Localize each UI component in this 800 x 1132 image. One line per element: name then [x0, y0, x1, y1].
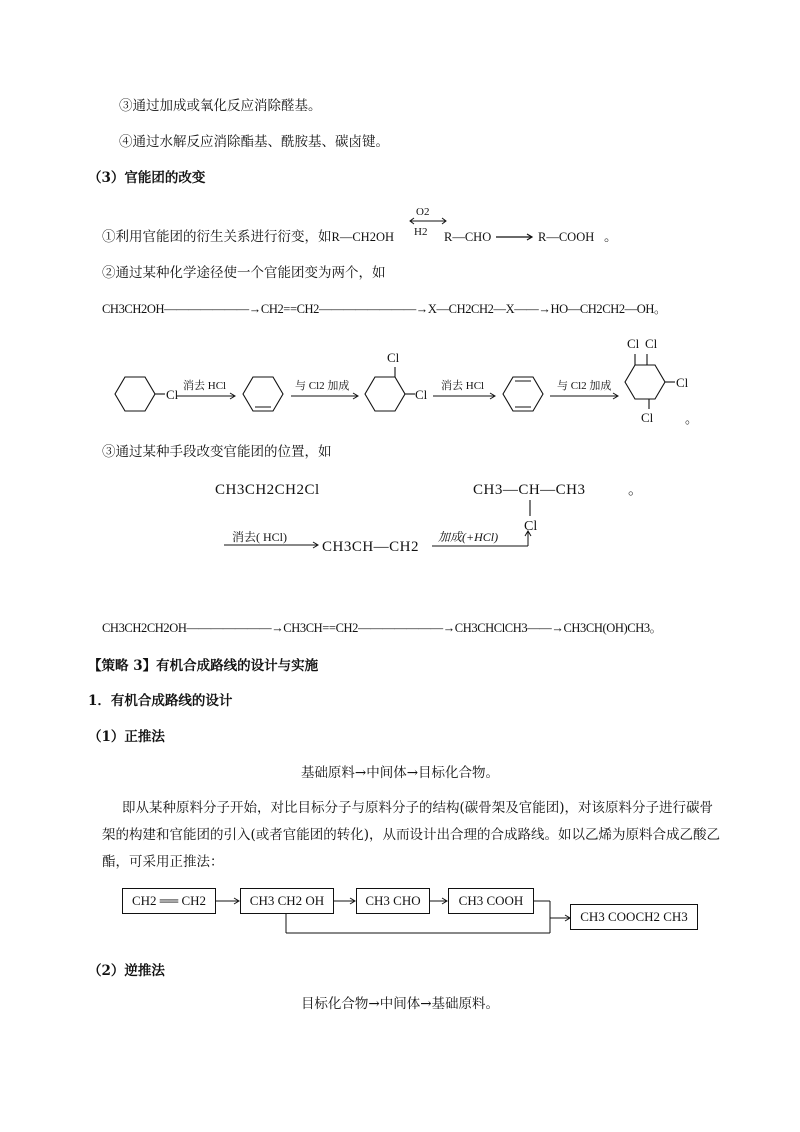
step-arrow-2	[291, 378, 358, 399]
strategy-title: 【策略 3】有机合成路线的设计与实施	[88, 658, 319, 674]
label-h2: H2	[414, 226, 428, 238]
backward-flow: 目标化合物→中间体→基础原料。	[300, 996, 500, 1012]
formula-rch2oh: R—CH2OH	[331, 230, 395, 244]
box-ethylene: CH2 ══ CH2	[122, 888, 216, 914]
tetrachlorocyclohexane	[625, 336, 698, 426]
para-remove-aldehyde: ③通过加成或氧化反应消除醛基。	[119, 98, 322, 114]
arrow-aldehyde-acid	[494, 232, 536, 242]
step-arrow-4	[550, 378, 618, 399]
step-arrow-3	[433, 378, 495, 399]
period: 。	[604, 229, 618, 245]
forward-desc-line1: 即从某种原料分子开始，对比目标分子与原料分子的结构(碳骨架及官能团)，对该原料分子进行碳骨	[122, 800, 714, 816]
chain-ethanol-glycol: CH3CH2OH———————→CH2==CH2————————→X—CH2CH2—X——→HO—CH2CH2—OH。	[102, 302, 667, 316]
formula-rcho: R—CHO	[444, 230, 492, 244]
forward-flow: 基础原料→中间体→目标化合物。	[300, 765, 500, 781]
cl-label-6: Cl	[676, 375, 689, 390]
box-acetic-acid: CH3 COOH	[448, 888, 534, 914]
cyclohexadiene	[503, 377, 543, 411]
cyclohexyl-chloride	[115, 377, 179, 411]
forward-desc-line3: 酯，可采用正推法：	[102, 854, 224, 870]
cl-label-1: Cl	[166, 387, 179, 402]
box-ethyl-acetate: CH3 COOCH2 CH3	[570, 904, 698, 930]
cl-label-3: Cl	[415, 387, 428, 402]
scheme-period: 。	[685, 411, 699, 426]
formula-rcooh: R—COOH	[538, 230, 595, 244]
step-label-3: 消去 HCl	[441, 380, 485, 392]
cl-label-2: Cl	[387, 350, 400, 365]
cl-label-8: Cl	[524, 519, 538, 534]
chain-propanol: CH3CH2CH2OH———————→CH3CH==CH2———————→CH3CHClCH3——→CH3CH(OH)CH3。	[102, 621, 662, 635]
label-o2: O2	[416, 206, 430, 218]
dichlorocyclohexane	[365, 350, 428, 411]
cyclohexene	[243, 377, 283, 411]
formula-propene: CH3CH—CH2	[322, 539, 420, 555]
arrow-addition	[430, 528, 534, 552]
forward-desc-line2: 架的构建和官能团的引入(或者官能团的转化)，从而设计出合理的合成路线。如以乙烯为原料合成乙酸乙	[102, 827, 721, 843]
step-label-4: 与 Cl2 加成	[557, 380, 612, 392]
para-remove-ester: ④通过水解反应消除酯基、酰胺基、碳卤键。	[119, 134, 389, 150]
formula-2-chloropropane: CH3—CH—CH3	[473, 482, 586, 498]
step-arrow-1	[177, 378, 235, 399]
subsection-forward: （1）正推法	[88, 729, 165, 745]
step-addition: 加成(+HCl)	[438, 530, 499, 544]
step-label-2: 与 Cl2 加成	[295, 380, 350, 392]
para-derivation	[102, 228, 394, 246]
box-acetaldehyde: CH3 CHO	[356, 888, 430, 914]
cl-label-5: Cl	[645, 336, 658, 351]
para-derivation-text: ①利用官能团的衍生关系进行衍变，如	[102, 229, 332, 245]
box-flow-arrows	[210, 885, 580, 940]
cl-label-4: Cl	[627, 336, 640, 351]
arrow-elimination	[222, 540, 322, 550]
box-ethanol: CH3 CH2 OH	[240, 888, 334, 914]
ring-scheme	[95, 330, 715, 435]
step-elimination: 消去( HCl)	[232, 530, 287, 544]
subsection-backward: （2）逆推法	[88, 963, 165, 979]
section-synthesis-design: 1．有机合成路线的设计	[88, 693, 233, 709]
para-position-change: ③通过某种手段改变官能团的位置，如	[102, 444, 332, 460]
heading-functional-group-change: （3）官能团的改变	[88, 170, 206, 186]
step-label-1: 消去 HCl	[183, 380, 227, 392]
formula-1-chloropropane: CH3CH2CH2Cl	[215, 482, 320, 498]
para-one-to-two: ②通过某种化学途径使一个官能团变为两个，如	[102, 265, 386, 281]
cl-label-7: Cl	[641, 410, 654, 425]
period-2: 。	[628, 482, 644, 498]
